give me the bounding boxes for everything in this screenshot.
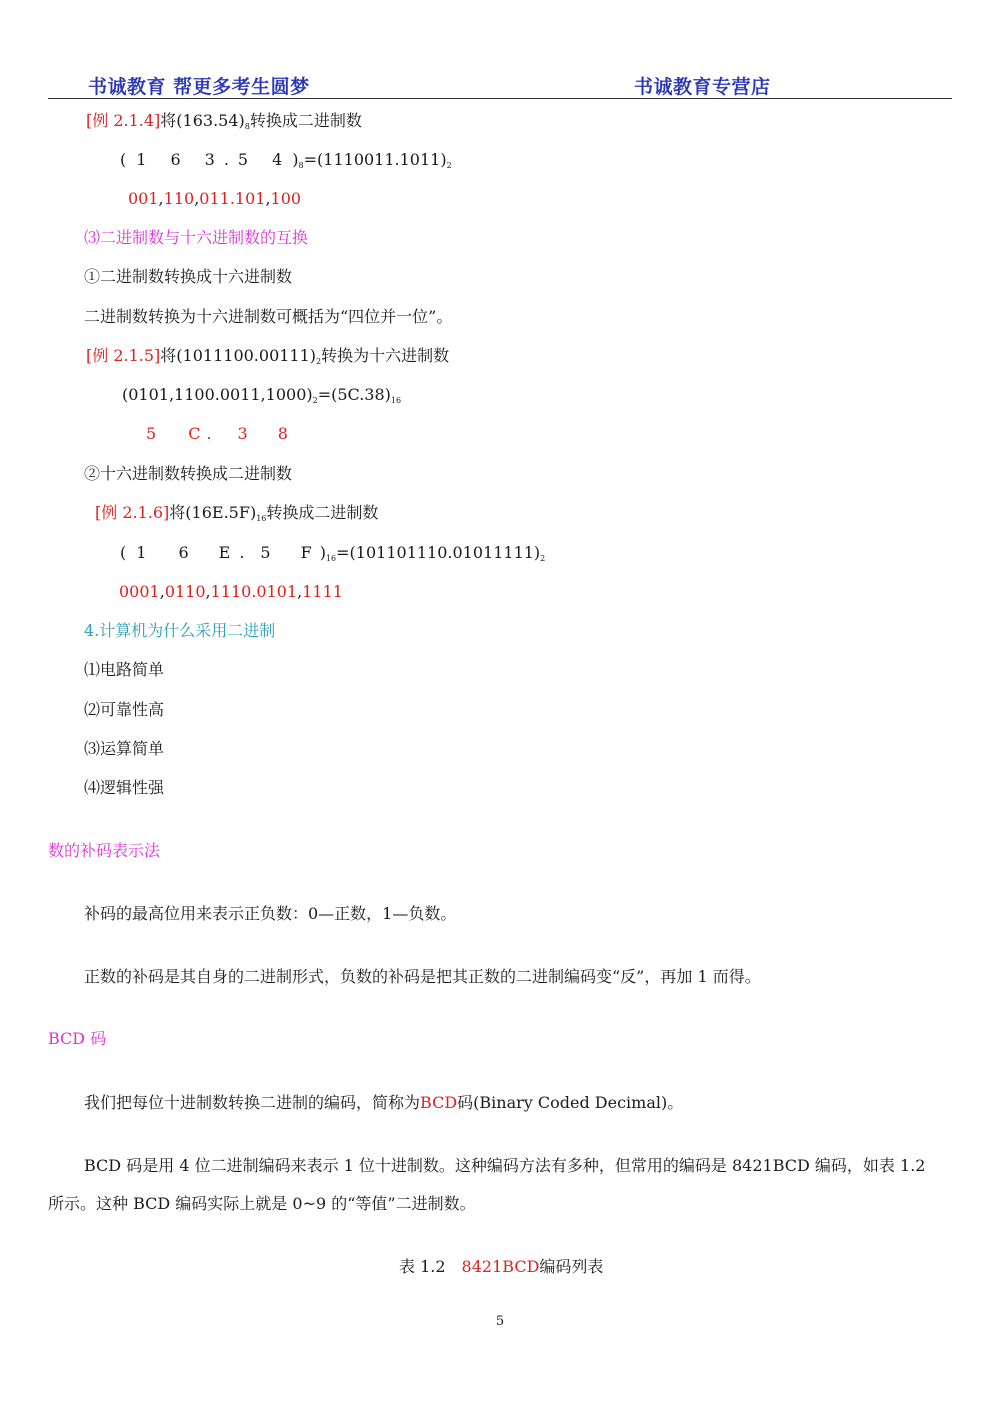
bcd-paragraph-1: [84, 1093, 683, 1113]
base-subscript: 16: [256, 514, 267, 523]
bit-group: 1111: [302, 582, 343, 601]
hex-digit: 8: [277, 424, 288, 443]
digit: 1: [136, 150, 147, 169]
bcd-text: 我们把每位十进制数转换二进制的编码，简称为: [84, 1093, 421, 1112]
separator: ,: [297, 582, 303, 601]
caption-highlight: 8421BCD: [461, 1257, 540, 1276]
equation-rhs: =(1110011.1011): [303, 150, 447, 169]
hex-digit: C: [188, 424, 201, 443]
page-number: 5: [495, 1314, 505, 1329]
bit-group: 011.101: [199, 189, 266, 208]
paren: ): [292, 150, 299, 169]
separator: ,: [205, 582, 211, 601]
example-2-1-4-heading: [86, 111, 362, 137]
hex-digit: .: [206, 424, 212, 443]
separator: ,: [158, 189, 164, 208]
example-2-1-4-groups: [128, 189, 301, 209]
base-subscript: 2: [446, 161, 452, 170]
example-label: [例 2.1.5]: [86, 346, 161, 365]
base-subscript: 2: [540, 554, 546, 563]
bit-group: 1110.0101: [210, 582, 298, 601]
example-text: 将(1011100.00111): [160, 346, 317, 365]
digit: E: [218, 543, 231, 562]
example-2-1-6-groups: [119, 582, 343, 602]
digit: 1: [136, 543, 147, 562]
bcd-text: 码(Binary Coded Decimal)。: [457, 1093, 684, 1112]
base-subscript: 16: [390, 396, 402, 405]
digit: .: [239, 543, 245, 562]
header-right-title: 书诚教育专营店: [634, 76, 771, 98]
example-label: [例 2.1.4]: [86, 111, 161, 130]
bit-group: 0001: [119, 582, 160, 601]
section-3-2-title: ②十六进制数转换成二进制数: [84, 464, 293, 483]
separator: ,: [265, 189, 271, 208]
example-2-1-6-equation: [120, 543, 545, 569]
bit-group: 001: [128, 189, 159, 208]
digit: 5: [237, 150, 249, 169]
bcd-title: BCD 码: [48, 1029, 107, 1048]
table-caption: [399, 1257, 603, 1277]
example-text: 转换成二进制数: [249, 111, 362, 130]
caption-text: 表 1.2: [399, 1257, 446, 1276]
header-left-title: 书诚教育 帮更多考生圆梦: [88, 76, 310, 98]
hex-digit: 5: [146, 424, 157, 443]
hex-digit: 3: [237, 424, 248, 443]
base-subscript: 8: [298, 161, 304, 170]
paren: ): [319, 543, 326, 562]
equation-rhs: =(5C.38): [317, 385, 391, 404]
reason-item: ⑵可靠性高: [84, 700, 165, 719]
reason-item: ⑶运算简单: [84, 739, 165, 758]
base-subscript: 8: [244, 122, 250, 131]
digit: 3: [204, 150, 215, 169]
base-subscript: 2: [312, 396, 318, 405]
separator: ,: [159, 582, 165, 601]
bcd-highlight: BCD: [420, 1093, 458, 1112]
base-subscript: 16: [325, 554, 337, 563]
digit: F: [300, 543, 312, 562]
paren: (: [120, 543, 127, 562]
reason-item: ⑷逻辑性强: [84, 778, 165, 797]
paren: (: [120, 150, 127, 169]
digit: 6: [170, 150, 181, 169]
section-3-title: ⑶二进制数与十六进制数的互换: [84, 228, 309, 247]
bit-group: 110: [163, 189, 195, 208]
complement-paragraph-2: 正数的补码是其自身的二进制形式，负数的补码是把其正数的二进制编码变“反”，再加 1 而得。: [84, 967, 761, 986]
example-2-1-6-heading: [95, 503, 378, 529]
digit: 4: [272, 150, 283, 169]
example-2-1-5-hex-digits: [146, 424, 288, 444]
equation-rhs: =(101101110.01011111): [336, 543, 541, 562]
example-2-1-4-equation: [120, 150, 452, 176]
example-2-1-5-equation: [122, 385, 401, 411]
complement-paragraph-1: 补码的最高位用来表示正负数：0—正数，1—负数。: [84, 904, 457, 923]
bcd-paragraph-2-line-2: 所示。这种 BCD 编码实际上就是 0~9 的“等值”二进制数。: [48, 1194, 476, 1213]
example-2-1-5-heading: [86, 346, 449, 372]
separator: ,: [194, 189, 200, 208]
bcd-paragraph-2-line-1: BCD 码是用 4 位二进制编码来表示 1 位十进制数。这种编码方法有多种，但常用的编码是 8421BCD 编码，如表 1.2: [84, 1156, 926, 1175]
section-3-1-title: ①二进制数转换成十六进制数: [84, 267, 293, 286]
bit-group: 100: [270, 189, 302, 208]
section-3-1-description: 二进制数转换为十六进制数可概括为“四位并一位”。: [84, 307, 453, 326]
caption-text: 编码列表: [539, 1257, 604, 1276]
equation-lhs: (0101,1100.0011,1000): [122, 385, 313, 404]
bit-group: 0110: [164, 582, 206, 601]
digit: .: [223, 150, 229, 169]
base-subscript: 2: [316, 357, 322, 366]
example-text: 转换为十六进制数: [321, 346, 450, 365]
example-label: [例 2.1.6]: [95, 503, 170, 522]
section-4-title: 4.计算机为什么采用二进制: [84, 621, 276, 640]
digit: 6: [178, 543, 189, 562]
complement-title: 数的补码表示法: [48, 841, 161, 860]
example-text: 转换成二进制数: [266, 503, 379, 522]
header-divider: [48, 98, 952, 99]
example-text: 将(163.54): [160, 111, 245, 130]
digit: 5: [260, 543, 271, 562]
reason-item: ⑴电路简单: [84, 660, 165, 679]
example-text: 将(16E.5F): [169, 503, 257, 522]
